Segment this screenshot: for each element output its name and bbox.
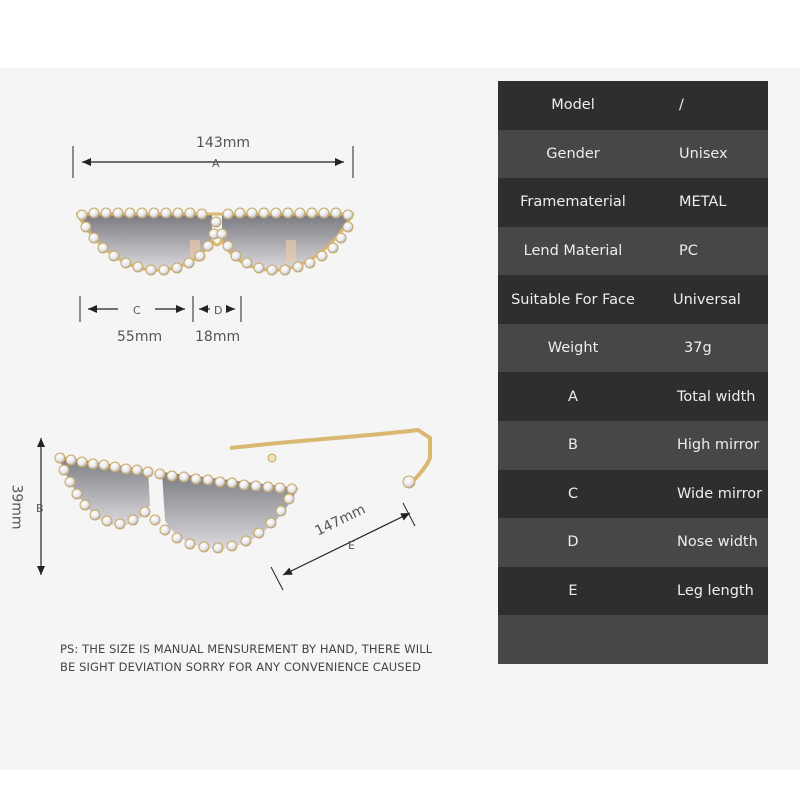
spec-key: Framematerial	[520, 194, 626, 211]
spec-row-lend-material	[498, 227, 768, 276]
front-view-glasses	[76, 208, 354, 275]
dimension-d-value: 18mm	[195, 329, 241, 345]
spec-value: Universal	[673, 291, 741, 308]
spec-key: C	[567, 485, 579, 502]
spec-key: A	[568, 388, 578, 405]
spec-key: Model	[551, 97, 595, 114]
dimension-a-value: 143mm	[196, 135, 250, 151]
dimension-b-letter: B	[36, 502, 44, 515]
spec-key: Suitable For Face	[511, 291, 635, 308]
dimension-e-letter: E	[348, 539, 355, 552]
spec-value: METAL	[679, 194, 727, 211]
spec-row-d	[498, 518, 768, 567]
spec-value: PC	[679, 243, 698, 260]
spec-key: B	[568, 437, 578, 454]
dimension-c-letter: C	[133, 304, 141, 317]
spec-key: E	[568, 583, 578, 600]
spec-row-face	[498, 275, 768, 324]
spec-key: Weight	[547, 340, 599, 357]
spec-row-model	[498, 81, 768, 130]
spec-key: Gender	[546, 145, 600, 162]
spec-key: Lend Material	[523, 243, 623, 260]
spec-value: /	[679, 97, 684, 114]
side-view-glasses	[55, 430, 430, 553]
spec-row-e	[498, 567, 768, 616]
measurement-note: PS: THE SIZE IS MANUAL MENSUREMENT BY HAND, THERE WILL BE SIGHT DEVIATION SORRY FOR ANY CONVENIENCE CAUSED	[60, 642, 433, 674]
spec-row-empty	[498, 615, 768, 664]
dimension-e-value: 147mm	[312, 501, 369, 540]
spec-row-c	[498, 470, 768, 519]
dimension-b-value: 39mm	[8, 484, 25, 530]
spec-value: Total width	[677, 388, 756, 405]
spec-row-a	[498, 372, 768, 421]
spec-value: Leg length	[677, 583, 754, 600]
spec-value: Nose width	[677, 534, 758, 551]
spec-row-weight	[498, 324, 768, 373]
spec-value: High mirror	[677, 437, 760, 454]
spec-value: Wide mirror	[677, 485, 763, 502]
dimension-c-value: 55mm	[117, 329, 163, 345]
spec-row-gender	[498, 130, 768, 179]
dimension-a-letter: A	[212, 157, 220, 170]
spec-value: Unisex	[679, 145, 728, 162]
spec-row-framematerial	[498, 178, 768, 227]
spec-key: D	[567, 534, 579, 551]
spec-value: 37g	[684, 340, 712, 357]
dimension-d-letter: D	[214, 304, 223, 317]
spec-row-b	[498, 421, 768, 470]
spec-table	[498, 81, 768, 664]
